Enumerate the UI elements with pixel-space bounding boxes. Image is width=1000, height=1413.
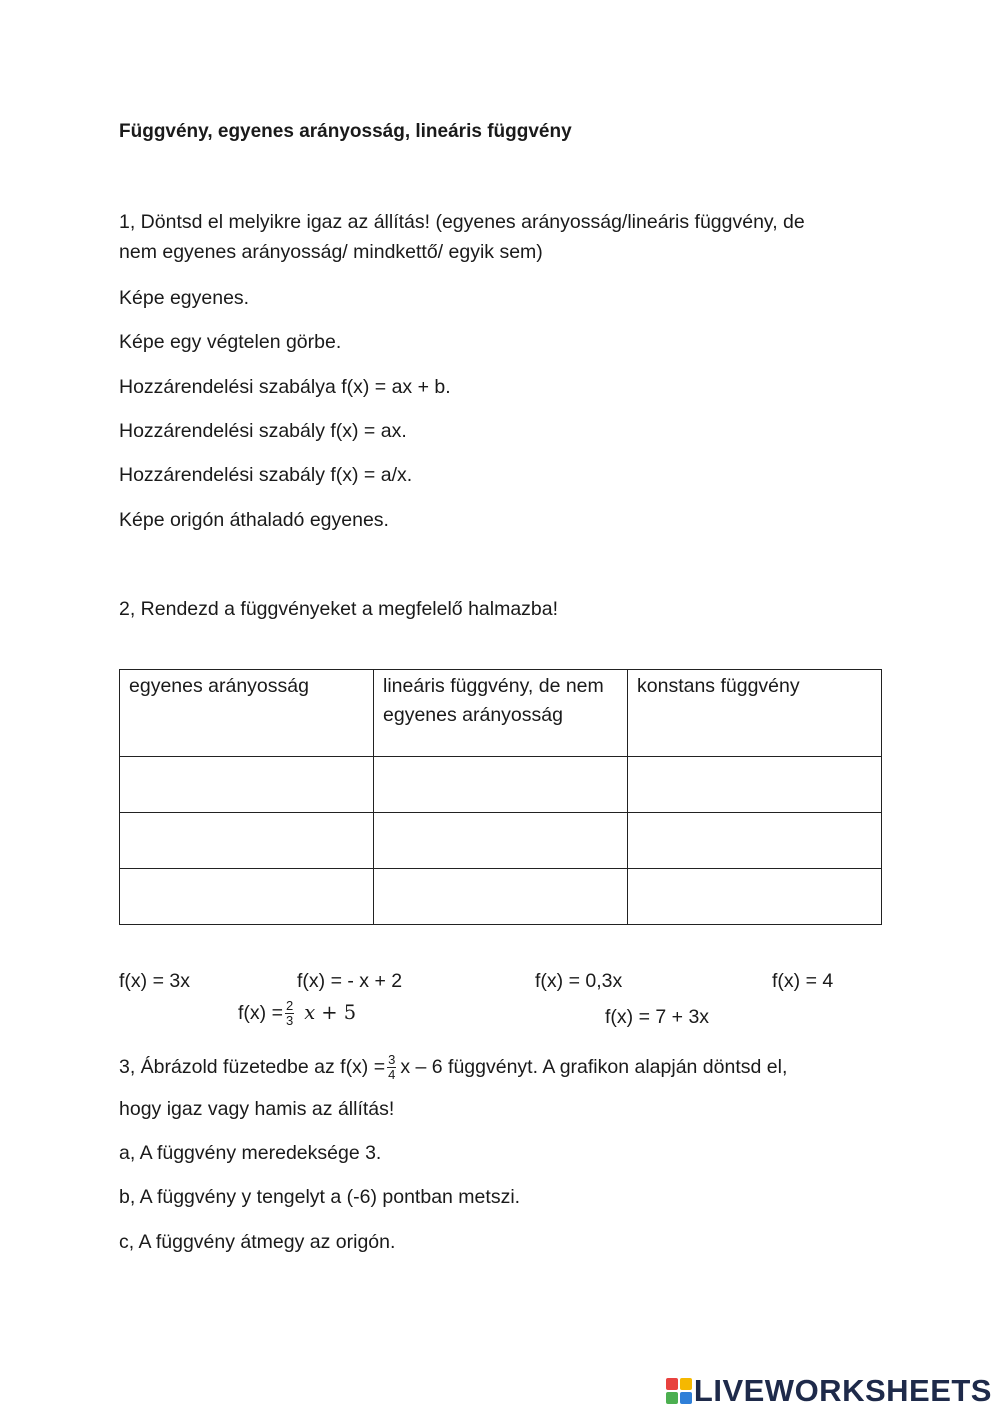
table-header-row	[120, 670, 882, 757]
math-variable: x	[304, 1001, 316, 1024]
answer-drop-cell[interactable]	[120, 757, 374, 813]
answer-drop-cell[interactable]	[120, 813, 374, 869]
liveworksheets-logo-icon	[666, 1378, 692, 1404]
fraction	[387, 1053, 396, 1082]
logo-square	[680, 1392, 692, 1404]
answer-drop-cell[interactable]	[374, 869, 628, 925]
answer-drop-cell[interactable]	[374, 757, 628, 813]
liveworksheets-brand-text: LIVEWORKSHEETS	[693, 1373, 992, 1408]
answer-drop-cell[interactable]	[628, 757, 882, 813]
function-card-0-3x[interactable]: f(x) = 0,3x	[535, 970, 623, 992]
task3-prompt-line2: hogy igaz vagy hamis az állítás!	[119, 1098, 395, 1120]
function-prefix: f(x) =	[238, 1002, 283, 1024]
task3-statement: a, A függvény meredeksége 3.	[119, 1142, 382, 1164]
function-card-two-thirds-x-plus-5[interactable]	[238, 998, 356, 1028]
fraction-numerator: 3	[388, 1051, 396, 1067]
task1-statement: Képe egy végtelen görbe.	[119, 331, 342, 353]
table-header-cell: konstans függvény	[628, 670, 882, 757]
sorting-table	[119, 669, 882, 925]
fraction-denominator: 3	[285, 1012, 294, 1028]
task3-prompt-suffix: x – 6 függvényt. A grafikon alapján döntsd el,	[400, 1056, 788, 1078]
logo-square	[666, 1392, 678, 1404]
table-row	[120, 869, 882, 925]
table-header-cell: egyenes arányosság	[120, 670, 374, 757]
function-card-4[interactable]: f(x) = 4	[772, 970, 834, 992]
function-card-3x[interactable]: f(x) = 3x	[119, 970, 190, 992]
worksheet-title: Függvény, egyenes arányosság, lineáris függvény	[119, 121, 572, 142]
task1-statement: Hozzárendelési szabály f(x) = a/x.	[119, 464, 413, 486]
task1-prompt-line1: 1, Döntsd el melyikre igaz az állítás! (egyenes arányosság/lineáris függvény, de	[119, 211, 805, 233]
answer-drop-cell[interactable]	[374, 813, 628, 869]
task3-statement: c, A függvény átmegy az origón.	[119, 1231, 396, 1253]
table-row	[120, 813, 882, 869]
task3-prompt-line1	[119, 1052, 787, 1082]
answer-drop-cell[interactable]	[628, 813, 882, 869]
table-header-cell: lineáris függvény, de nem egyenes arányosság	[374, 670, 628, 757]
logo-square	[666, 1378, 678, 1390]
fraction-denominator: 4	[388, 1066, 396, 1082]
logo-square	[680, 1378, 692, 1390]
task2-prompt: 2, Rendezd a függvényeket a megfelelő halmazba!	[119, 598, 559, 620]
function-card-7-plus-3x[interactable]: f(x) = 7 + 3x	[605, 1006, 710, 1028]
task1-statement: Képe origón áthaladó egyenes.	[119, 509, 389, 531]
task3-statement: b, A függvény y tengelyt a (-6) pontban metszi.	[119, 1186, 521, 1208]
fraction	[285, 999, 294, 1028]
function-card-minus-x-plus-2[interactable]: f(x) = - x + 2	[297, 970, 403, 992]
table-row	[120, 757, 882, 813]
task1-prompt-line2: nem egyenes arányosság/ mindkettő/ egyik sem)	[119, 241, 543, 263]
liveworksheets-logo	[666, 1373, 992, 1409]
task1-statement: Hozzárendelési szabály f(x) = ax.	[119, 420, 407, 442]
answer-drop-cell[interactable]	[628, 869, 882, 925]
task1-statement: Képe egyenes.	[119, 287, 250, 309]
task1-statement: Hozzárendelési szabálya f(x) = ax + b.	[119, 376, 451, 398]
task3-prompt-prefix: 3, Ábrázold füzetedbe az f(x) =	[119, 1056, 386, 1078]
fraction-numerator: 2	[285, 997, 294, 1013]
math-constant: + 5	[321, 1001, 357, 1024]
answer-drop-cell[interactable]	[120, 869, 374, 925]
